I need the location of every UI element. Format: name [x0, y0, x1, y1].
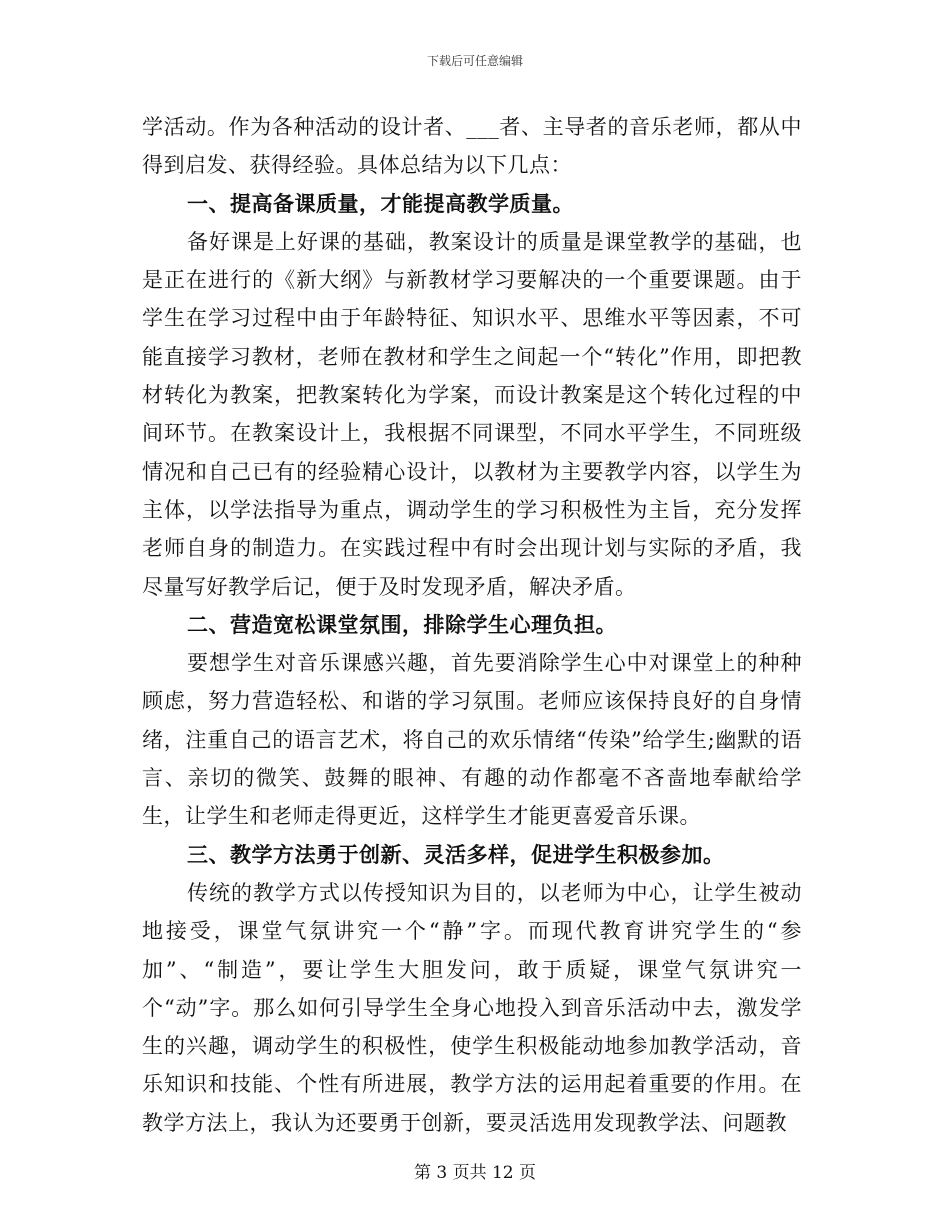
page-number-footer: 第 3 页共 12 页	[413, 1163, 537, 1183]
intro-paragraph: 学活动。作为各种活动的设计者、___者、主导者的音乐老师，都从中得到启发、获得经验。具体总结为以下几点：	[142, 115, 802, 178]
document-body	[142, 108, 802, 1142]
section-heading-3: 三、教学方法勇于创新、灵活多样，促进学生积极参加。	[187, 842, 725, 867]
section-2-paragraph: 要想学生对音乐课感兴趣，首先要消除学生心中对课堂上的种种顾虑，努力营造轻松、和谐的学习氛围。老师应该保持良好的自身情绪，注重自己的语言艺术，将自己的欢乐情绪“传染”给学生;幽默的语言、亲切的微笑、鼓舞的眼神、有趣的动作都毫不吝啬地奉献给学生，让学生和老师走得更近，这样学生才能更喜爱音乐课。	[142, 651, 802, 829]
page-header: 下载后可任意编辑	[426, 54, 523, 68]
section-heading-2: 二、营造宽松课堂氛围，排除学生心理负担。	[187, 612, 617, 637]
section-1-paragraph: 备好课是上好课的基础，教案设计的质量是课堂教学的基础，也是正在进行的《新大纲》与新教材学习要解决的一个重要课题。由于学生在学习过程中由于年龄特征、知识水平、思维水平等因素，不可能直接学习教材，老师在教材和学生之间起一个“转化”作用，即把教材转化为教案，把教案转化为学案，而设计教案是这个转化过程的中间环节。在教案设计上，我根据不同课型，不同水平学生，不同班级情况和自己已有的经验精心设计，以教材为主要教学内容，以学生为主体，以学法指导为重点，调动学生的学习积极性为主旨，充分发挥老师自身的制造力。在实践过程中有时会出现计划与实际的矛盾，我尽量写好教学后记，便于及时发现矛盾，解决矛盾。	[142, 229, 802, 599]
section-heading-1: 一、提高备课质量，才能提高教学质量。	[187, 191, 574, 216]
section-3-paragraph: 传统的教学方式以传授知识为目的，以老师为中心，让学生被动地接受，课堂气氛讲究一个“静”字。而现代教育讲究学生的“参加”、“制造”，要让学生大胆发问，敢于质疑，课堂气氛讲究一个“动”字。那么如何引导学生全身心地投入到音乐活动中去，激发学生的兴趣，调动学生的积极性，使学生积极能动地参加教学活动，音乐知识和技能、个性有所进展，教学方法的运用起着重要的作用。在教学方法上，我认为还要勇于创新，要灵活选用发现教学法、问题教	[142, 880, 802, 1135]
